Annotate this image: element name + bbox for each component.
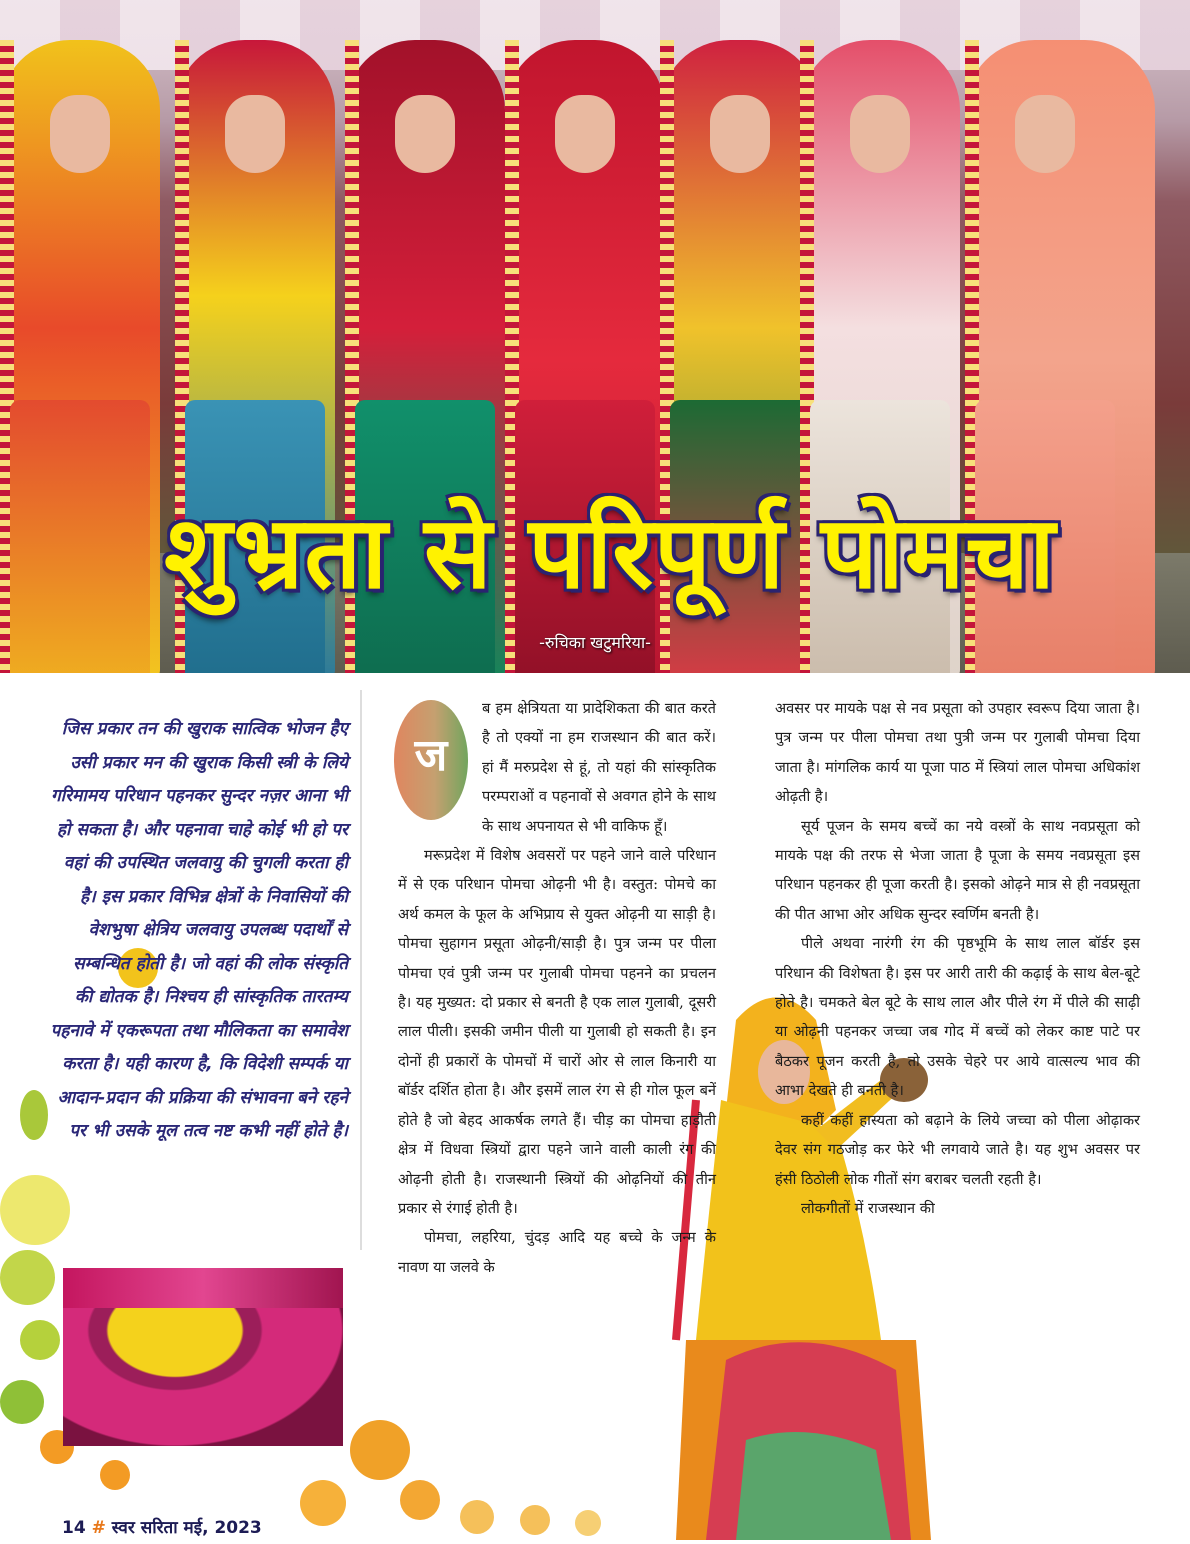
paragraph: पीले अथवा नारंगी रंग की पृष्ठभूमि के साथ लाल बॉर्डर इस परिधान की विशेषता है। इस पर आरी तारी की कढ़ाई के साथ बेल-बूटे होते है। चमकते बेल बूटे के साथ लाल और पीले रंग में पीले की साढ़ी या ओढ़नी पहनकर जच्चा जब गोद में बच्चें को लेकर काष्ट पाटे पर बैठकर पूजन करती है, तो उसके चेहरे पर आये वात्सल्य भाव की आभा देखते ही बनती है। — [775, 935, 1140, 1100]
decorative-dot — [20, 1090, 48, 1140]
paragraph: अवसर पर मायके पक्ष से नव प्रसूता को उपहार स्वरूप दिया जाता है। पुत्र जन्म पर पीला पोमचा तथा पुत्री जन्म पर गुलाबी पोमचा दिया जाता है। मांगलिक कार्य या पूजा पाठ में स्त्रियां लाल पोमचा अधिकांश ओढ़ती है। — [775, 700, 1140, 806]
article-column-1 — [398, 694, 716, 1282]
hero-photo — [0, 0, 1190, 673]
paragraph: मरूप्रदेश में विशेष अवसरों पर पहने जाने वाले परिधान में से एक परिधान पोमचा ओढ़नी भी है। वस्तुत: पोमचे का अर्थ कमल के फूल के अभिप्राय से युक्त ओढ़नी या साड़ी है। पोमचा सुहागन प्रसूता ओढ़नी/साड़ी है। पुत्र जन्म पर पीला पोमचा एवं पुत्री जन्म पर गुलाबी पोमचा पहनने का प्रचलन है। यह मुख्यत: दो प्रकार से बनती है एक लाल गुलाबी, दूसरी लाल पीली। इसकी जमीन पीली या गुलाबी हो सकती है। इन दोनों ही प्रकारों के पोमचों में चारों ओर से लाल किनारी या बॉर्डर दर्शित होता है। और इसमें लाल रंग से ही गोल फूल बनें होते है जो बेहद आकर्षक लगते हैं। चीड़ का पोमचा हाड़ौती क्षेत्र में विधवा स्त्रियों द्वारा पहने जाने वाली काली रंग की ओढ़नी होती है। राजस्थानी स्त्रियों की ओढ़नियों की तीन प्रकार से रंगाई होती है। — [398, 847, 716, 1217]
decorative-dot — [100, 1460, 130, 1490]
decorative-dot — [300, 1480, 346, 1526]
decorative-dot — [20, 1320, 60, 1360]
paragraph: सूर्य पूजन के समय बच्चें का नये वस्त्रों के साथ नवप्रसूता को मायके पक्ष की तरफ से भेजा जाता है पूजा के समय नवप्रसूता इस परिधान पहनकर ही पूजा करती है। इसको ओढ़ने मात्र से ही नवप्रसूता की पीत आभा ओर अधिक सुन्दर स्वर्णिम बनती है। — [775, 817, 1140, 923]
column-divider — [360, 690, 362, 1250]
intro-text: जिस प्रकार तन की खुराक सात्विक भोजन हैए उसी प्रकार मन की खुराक किसी स्त्री के लिये गरिमामय परिधान पहनकर सुन्दर नज़र आना भी हो सकता है। और पहनावा चाहे कोई भी हो पर वहां की उपस्थित जलवायु की चुगली करता ही है। इस प्रकार विभिन्न क्षेत्रों के निवासियों की वेशभुषा क्षेत्रिय जलवायु उपलब्ध पदार्थों से सम्बन्धित होती है। जो वहां की लोक संस्कृति की द्योतक है। निश्चय ही सांस्कृतिक तारतम्य पहनावे में एकरूपता तथा मौलिकता का समावेश करता है। यही कारण है, कि विदेशी सम्पर्क या आदान-प्रदान की प्रक्रिया की संभावना बने रहने पर भी उसके मूल तत्व नष्ट कभी नहीं होते है। — [50, 719, 348, 1141]
page-footer — [62, 1515, 262, 1538]
fabric-photo — [63, 1268, 343, 1446]
page-number: 14 — [62, 1518, 86, 1538]
decorative-dot — [0, 1175, 70, 1245]
hash-symbol: # — [91, 1518, 106, 1538]
article-headline: शुभ्रता से परिपूर्ण पोमचा — [164, 494, 1056, 611]
decorative-dot — [400, 1480, 440, 1520]
paragraph: ज ब हम क्षेत्रियता या प्रादेशिकता की बात करते है तो एक्यों ना हम राजस्थान की बात करें। हां मैं मरुप्रदेश से हूं, तो यहां की सांस्कृतिक परम्पराओं व पहनावों से अवगत होने के साथ के साथ अपनायत से भी वाकिफ हूँ। — [398, 694, 716, 841]
decorative-dot — [575, 1510, 601, 1536]
magazine-name: स्वर सरिता मई, 2023 — [111, 1518, 262, 1538]
drop-cap: ज — [394, 700, 468, 820]
paragraph: लोकगीतों में राजस्थान की — [801, 1199, 935, 1217]
article-column-2 — [775, 694, 1140, 1223]
paragraph: कहीं कहीं हास्यता को बढ़ाने के लिये जच्चा को पीला ओढ़ाकर देवर संग गठजोड़ कर फेरे भी लगवाये जाते है। यह शुभ अवसर पर हंसी ठिठोली लोक गीतों संग बराबर चलती रहती है। — [775, 1111, 1140, 1188]
decorative-dot — [520, 1505, 550, 1535]
decorative-dot — [0, 1250, 55, 1305]
decorative-dot — [0, 1380, 44, 1424]
paragraph: पोमचा, लहरिया, चुंदड़ आदि यह बच्चे के जन्म के नावण या जलवे के — [398, 1229, 716, 1276]
author-byline: -रुचिका खटुमरिया- — [539, 633, 651, 652]
decorative-dot — [350, 1420, 410, 1480]
decorative-dot — [460, 1500, 494, 1534]
